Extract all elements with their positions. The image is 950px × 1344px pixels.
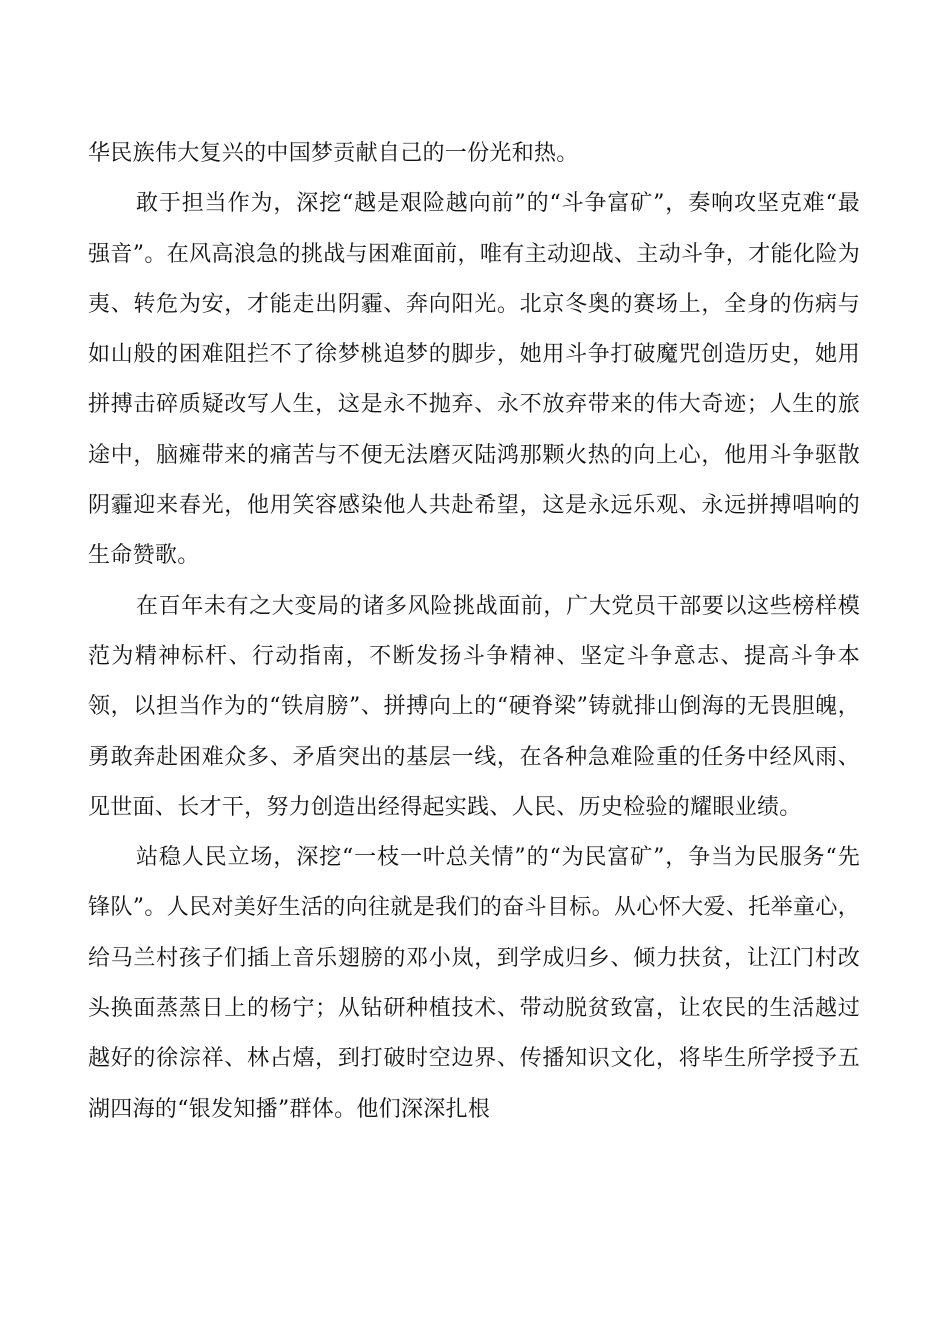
paragraph-continuation: 华民族伟大复兴的中国梦贡献自己的一份光和热。: [88, 141, 579, 166]
paragraph-facing-risks-and-challenges: 在百年未有之大变局的诸多风险挑战面前，广大党员干部要以这些榜样模范为精神标杆、行动指南，不断发扬斗争精神、坚定斗争意志、提高斗争本领，以担当作为的“铁肩膀”、拼搏向上的“硬脊梁”铸就排山倒海的无畏胆魄，勇敢奔赴困难众多、矛盾突出的基层一线，在各种急难险重的任务中经风雨、见世面、长才干，努力创造出经得起实践、人民、历史检验的耀眼业绩。: [88, 593, 860, 820]
document-page: [88, 129, 860, 1135]
paragraph-people-stance: 站稳人民立场，深挖“一枝一叶总关情”的“为民富矿”，争当为民服务“先锋队”。人民对美好生活的向往就是我们的奋斗目标。从心怀大爱、托举童心，给马兰村孩子们插上音乐翅膀的邓小岚，到学成归乡、倾力扶贫，让江门村改头换面蒸蒸日上的杨宁；从钻研种植技术、带动脱贫致富，让农民的生活越过越好的徐淙祥、林占熺，到打破时空边界、传播知识文化，将毕生所学授予五湖四海的“银发知播”群体。他们深深扎根: [88, 845, 860, 1122]
paragraph-dare-to-take-responsibility: 敢于担当作为，深挖“越是艰险越向前”的“斗争富矿”，奏响攻坚克难“最强音”。在风高浪急的挑战与困难面前，唯有主动迎战、主动斗争，才能化险为夷、转危为安，才能走出阴霾、奔向阳光。北京冬奥的赛场上，全身的伤病与如山般的困难阻拦不了徐梦桃追梦的脚步，她用斗争打破魔咒创造历史，她用拼搏击碎质疑改写人生，这是永不抛弃、永不放弃带来的伟大奇迹；人生的旅途中，脑瘫带来的痛苦与不便无法磨灭陆鸿那颗火热的向上心，他用斗争驱散阴霾迎来春光，他用笑容感染他人共赴希望，这是永远乐观、永远拼搏唱响的生命赞歌。: [88, 191, 860, 569]
